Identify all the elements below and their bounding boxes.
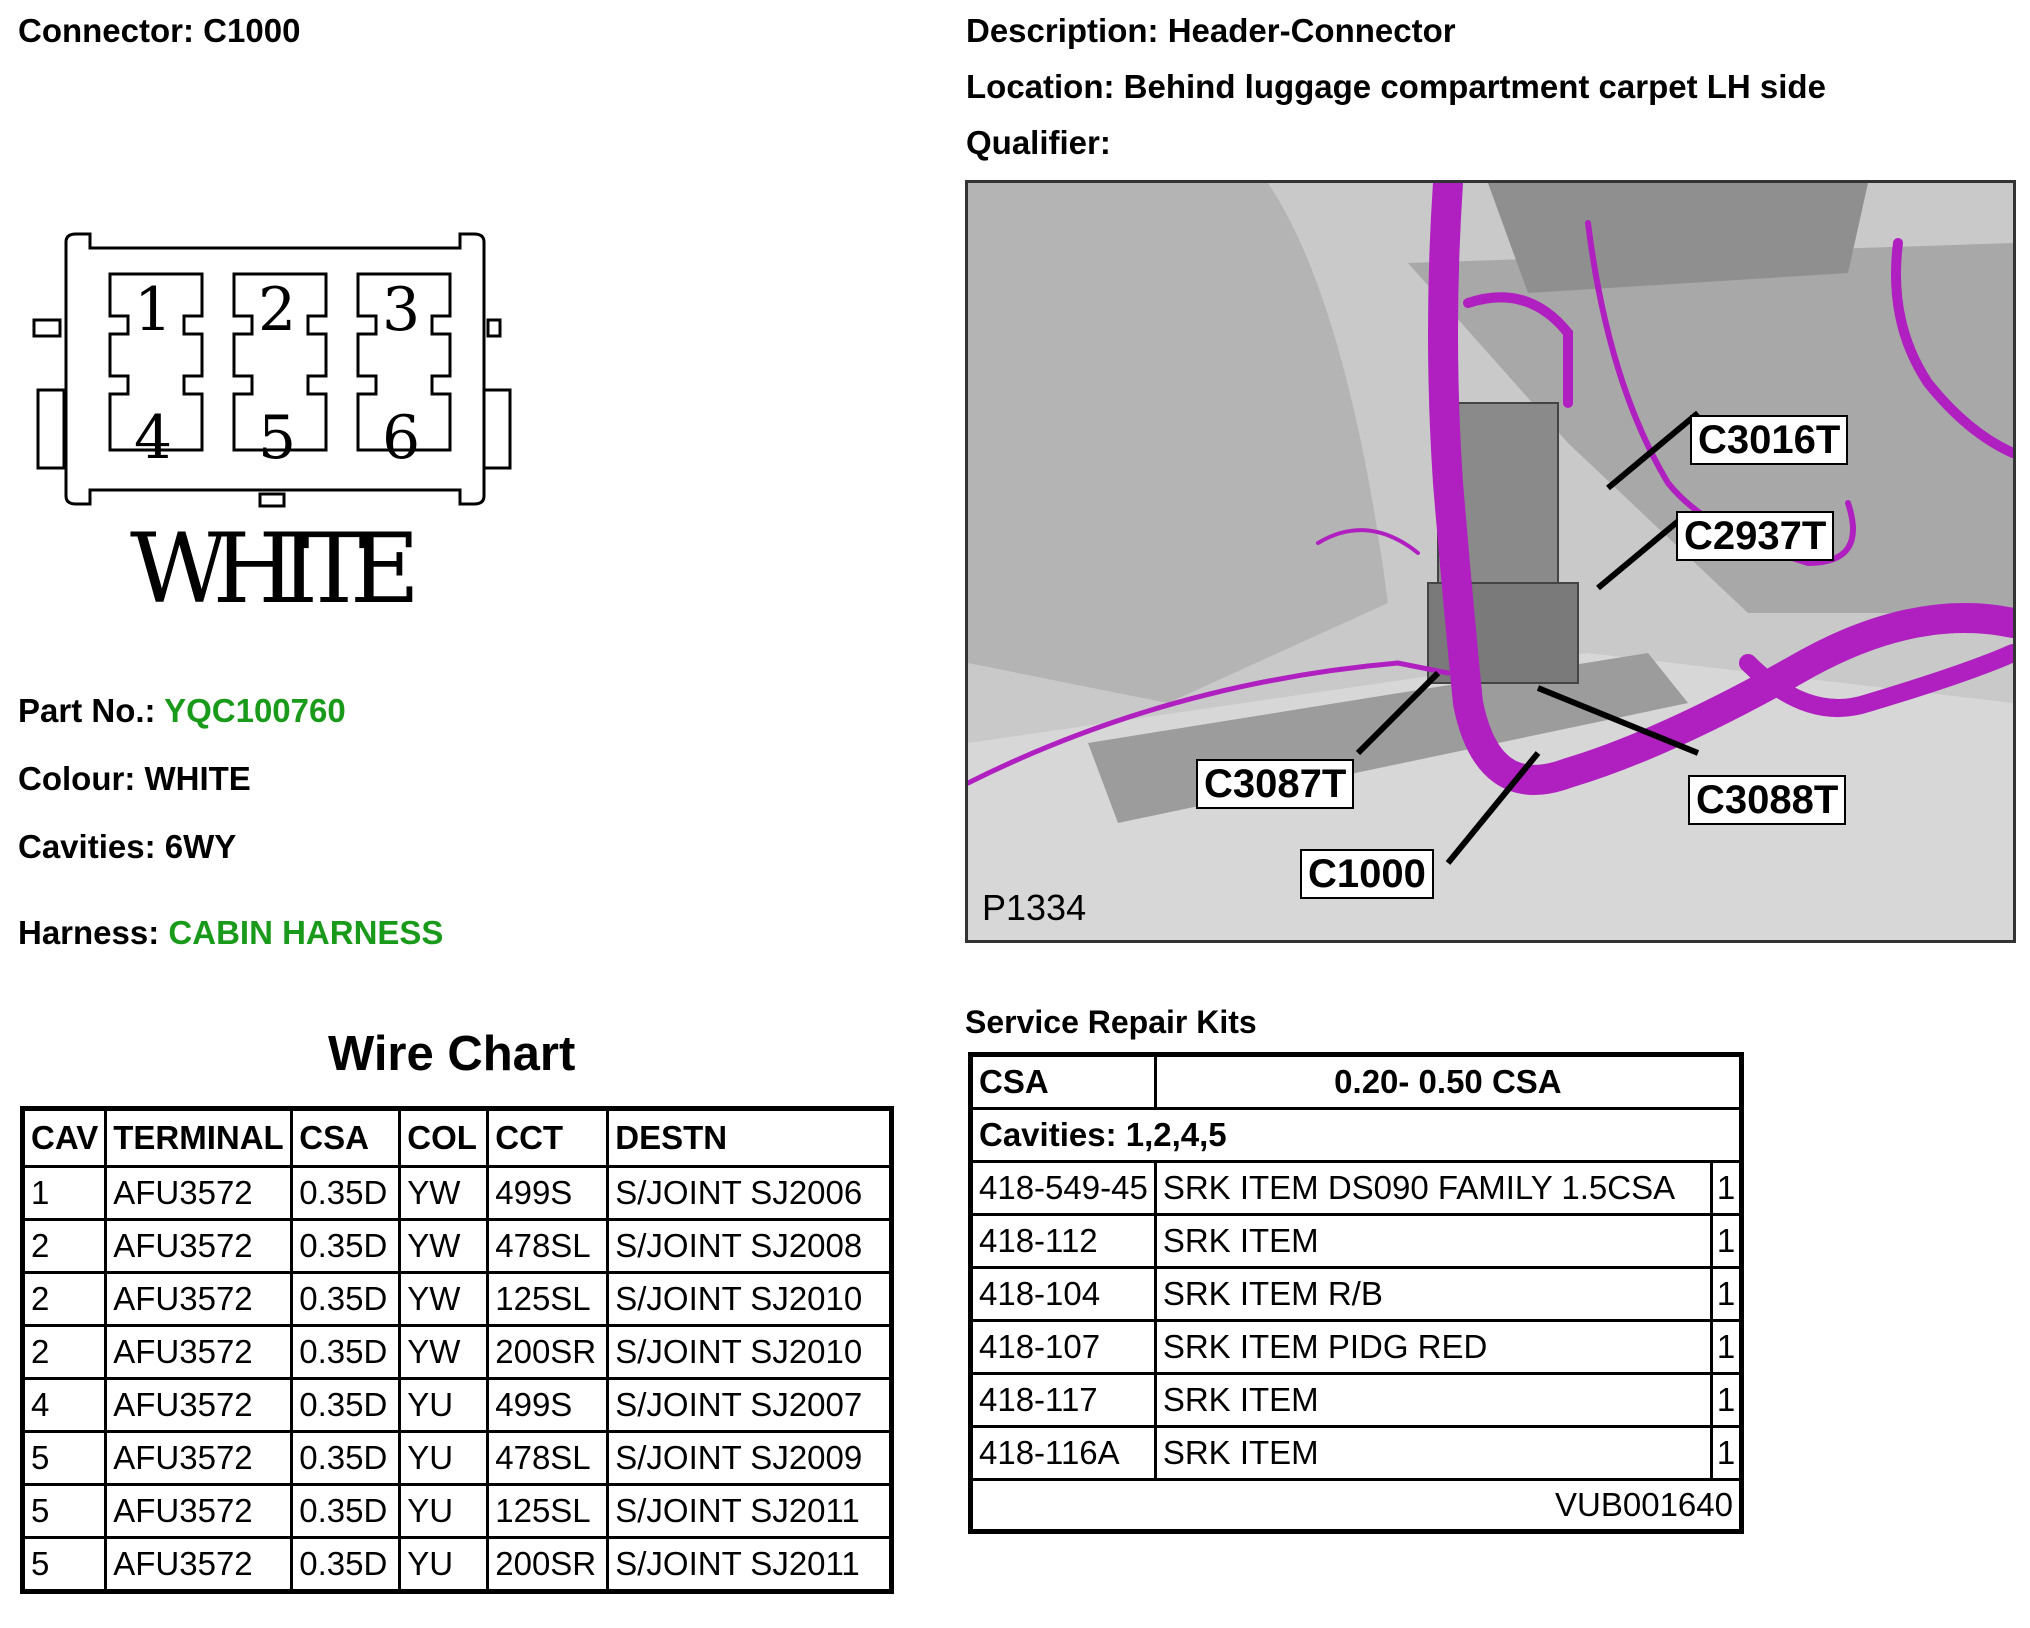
location-photo: [965, 180, 2016, 943]
location-label: Location:: [966, 68, 1115, 105]
kit-part-number: 418-116A: [971, 1427, 1156, 1480]
table-row: [23, 1379, 892, 1432]
cell-cct: 200SR: [488, 1538, 608, 1592]
part-label: Part No.:: [18, 692, 156, 729]
repair-kits-title: Service Repair Kits: [965, 1004, 1257, 1040]
wire-chart-title: Wire Chart: [328, 1027, 576, 1081]
cell-cav: 2: [23, 1220, 106, 1273]
qualifier-heading: [966, 124, 1111, 162]
cell-csa: 0.35D: [292, 1273, 400, 1326]
cell-col: YU: [400, 1485, 488, 1538]
callout-c3088t: C3088T: [1688, 775, 1846, 825]
table-row: [971, 1374, 1742, 1427]
photo-illustration: [968, 183, 2013, 940]
cell-destn: S/JOINT SJ2008: [608, 1220, 892, 1273]
table-row: [971, 1321, 1742, 1374]
kit-quantity: 1: [1712, 1162, 1742, 1215]
connector-colour-text: WHITE: [130, 513, 420, 625]
table-row: [23, 1432, 892, 1485]
cell-cav: 5: [23, 1538, 106, 1592]
csa-row: [971, 1055, 1742, 1109]
table-row: [23, 1220, 892, 1273]
kit-cavities: Cavities: 1,2,4,5: [971, 1109, 1742, 1162]
kit-quantity: 1: [1712, 1427, 1742, 1480]
table-row: [971, 1215, 1742, 1268]
colour-label: Colour:: [18, 760, 136, 797]
cell-destn: S/JOINT SJ2011: [608, 1538, 892, 1592]
cell-cav: 2: [23, 1326, 106, 1379]
cell-csa: 0.35D: [292, 1538, 400, 1592]
cell-col: YW: [400, 1273, 488, 1326]
pin-2: 2: [258, 275, 297, 345]
table-row: [971, 1268, 1742, 1321]
callout-c3087t: C3087T: [1196, 759, 1354, 809]
kit-quantity: 1: [1712, 1374, 1742, 1427]
kit-quantity: 1: [1712, 1215, 1742, 1268]
repair-kits-table: [968, 1052, 1744, 1534]
wire-chart-header-row: [23, 1109, 892, 1167]
location-heading: [966, 68, 1826, 106]
cell-cav: 4: [23, 1379, 106, 1432]
pin-1: 1: [134, 275, 173, 345]
col-header-csa: CSA: [292, 1109, 400, 1167]
cell-col: YW: [400, 1326, 488, 1379]
table-row: [23, 1167, 892, 1220]
harness-value: CABIN HARNESS: [168, 914, 444, 951]
cell-csa: 0.35D: [292, 1432, 400, 1485]
cell-csa: 0.35D: [292, 1379, 400, 1432]
kit-part-number: 418-104: [971, 1268, 1156, 1321]
pin-5: 5: [258, 403, 297, 473]
cell-cct: 200SR: [488, 1326, 608, 1379]
cell-csa: 0.35D: [292, 1167, 400, 1220]
cell-terminal: AFU3572: [106, 1220, 292, 1273]
kit-description: SRK ITEM: [1155, 1374, 1711, 1427]
wire-chart-table: [20, 1106, 894, 1594]
kit-description: SRK ITEM: [1155, 1215, 1711, 1268]
cell-destn: S/JOINT SJ2007: [608, 1379, 892, 1432]
cell-col: YW: [400, 1167, 488, 1220]
kit-quantity: 1: [1712, 1268, 1742, 1321]
cell-col: YU: [400, 1379, 488, 1432]
kit-part-number: 418-549-45: [971, 1162, 1156, 1215]
connector-label: Connector:: [18, 12, 194, 49]
col-header-cav: CAV: [23, 1109, 106, 1167]
cavities-row: [971, 1109, 1742, 1162]
kit-description: SRK ITEM R/B: [1155, 1268, 1711, 1321]
cell-cav: 5: [23, 1432, 106, 1485]
csa-value: 0.20- 0.50 CSA: [1155, 1055, 1741, 1109]
right-tab-bottom: [484, 390, 510, 468]
left-tab-bottom: [38, 390, 64, 468]
cell-terminal: AFU3572: [106, 1379, 292, 1432]
bottom-key: [260, 494, 284, 506]
pin-6: 6: [382, 403, 421, 473]
colour-value: WHITE: [144, 760, 251, 797]
col-header-terminal: TERMINAL: [106, 1109, 292, 1167]
table-row: [23, 1538, 892, 1592]
part-value: YQC100760: [164, 692, 346, 729]
cell-col: YU: [400, 1538, 488, 1592]
col-header-col: COL: [400, 1109, 488, 1167]
wire-chart-body: [23, 1167, 892, 1592]
pin-4: 4: [134, 403, 173, 473]
colour-row: [18, 760, 251, 798]
cell-cct: 499S: [488, 1167, 608, 1220]
cell-terminal: AFU3572: [106, 1538, 292, 1592]
cell-cav: 1: [23, 1167, 106, 1220]
callout-c2937t: C2937T: [1676, 511, 1834, 561]
cell-terminal: AFU3572: [106, 1273, 292, 1326]
right-tab-top: [488, 320, 500, 336]
cavities-value: 6WY: [164, 828, 237, 865]
cell-cct: 125SL: [488, 1485, 608, 1538]
location-value: Behind luggage compartment carpet LH side: [1123, 68, 1826, 105]
cavities-row: [18, 828, 236, 866]
table-row: [971, 1162, 1742, 1215]
cell-csa: 0.35D: [292, 1220, 400, 1273]
cell-csa: 0.35D: [292, 1326, 400, 1379]
cell-destn: S/JOINT SJ2010: [608, 1326, 892, 1379]
connector-face-diagram: [20, 230, 520, 630]
cell-destn: S/JOINT SJ2009: [608, 1432, 892, 1485]
cell-terminal: AFU3572: [106, 1485, 292, 1538]
kit-description: SRK ITEM DS090 FAMILY 1.5CSA: [1155, 1162, 1711, 1215]
connector-value: C1000: [203, 12, 301, 49]
kit-part-number: 418-112: [971, 1215, 1156, 1268]
cell-cav: 5: [23, 1485, 106, 1538]
connector-heading: [18, 12, 300, 50]
cell-cct: 478SL: [488, 1432, 608, 1485]
cell-terminal: AFU3572: [106, 1167, 292, 1220]
description-label: Description:: [966, 12, 1159, 49]
part-number-row: [18, 692, 346, 730]
cell-terminal: AFU3572: [106, 1326, 292, 1379]
harness-label: Harness:: [18, 914, 160, 951]
table-row: [23, 1485, 892, 1538]
cell-csa: 0.35D: [292, 1485, 400, 1538]
ref-row: [971, 1480, 1742, 1532]
cavities-label: Cavities:: [18, 828, 156, 865]
cell-cav: 2: [23, 1273, 106, 1326]
cell-destn: S/JOINT SJ2010: [608, 1273, 892, 1326]
cell-destn: S/JOINT SJ2011: [608, 1485, 892, 1538]
table-row: [23, 1326, 892, 1379]
kit-part-number: 418-107: [971, 1321, 1156, 1374]
cell-cct: 499S: [488, 1379, 608, 1432]
cell-destn: S/JOINT SJ2006: [608, 1167, 892, 1220]
cell-col: YU: [400, 1432, 488, 1485]
kit-reference-code: VUB001640: [971, 1480, 1742, 1532]
description-heading: [966, 12, 1456, 50]
photo-reference: P1334: [982, 887, 1087, 928]
repair-kits-body: [971, 1055, 1742, 1532]
csa-label: CSA: [971, 1055, 1156, 1109]
col-header-cct: CCT: [488, 1109, 608, 1167]
kit-description: SRK ITEM PIDG RED: [1155, 1321, 1711, 1374]
pin-3: 3: [382, 275, 421, 345]
table-row: [971, 1427, 1742, 1480]
callout-c3016t: C3016T: [1690, 415, 1848, 465]
left-tab-top: [34, 320, 60, 336]
description-value: Header-Connector: [1167, 12, 1456, 49]
cell-terminal: AFU3572: [106, 1432, 292, 1485]
cell-cct: 125SL: [488, 1273, 608, 1326]
col-header-destn: DESTN: [608, 1109, 892, 1167]
qualifier-label: Qualifier:: [966, 124, 1111, 161]
kit-description: SRK ITEM: [1155, 1427, 1711, 1480]
kit-part-number: 418-117: [971, 1374, 1156, 1427]
cell-cct: 478SL: [488, 1220, 608, 1273]
table-row: [23, 1273, 892, 1326]
cell-col: YW: [400, 1220, 488, 1273]
callout-c1000: C1000: [1300, 849, 1434, 899]
kit-quantity: 1: [1712, 1321, 1742, 1374]
harness-row: [18, 914, 443, 952]
